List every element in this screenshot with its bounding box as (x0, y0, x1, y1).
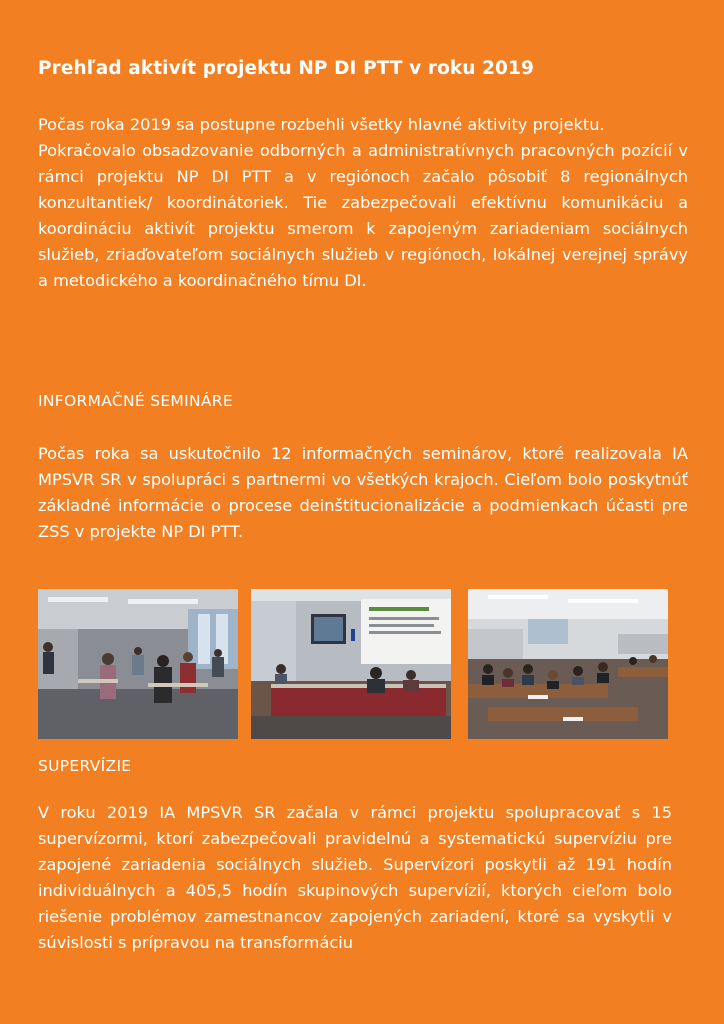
supervision-section (38, 800, 672, 956)
seminar-photo-presentation (251, 589, 451, 739)
intro-paragraph-2: Pokračovalo obsadzovanie odborných a administratívnych pracovných pozícií v rámci projektu NP DI PTT a v regiónoch začalo pôsobiť 8 regionálnych konzultantiek/ koordinátoriek. Tie zabezpečovali efektívnu komunikáciu a koordináciu aktivít projektu smerom k zapojeným zariadeniam sociálnych služieb, zriaďovateľom sociálnych služieb v regiónoch, lokálnej verejnej správy a metodického a koordinačného tímu DI. (38, 141, 688, 290)
supervision-paragraph: V roku 2019 IA MPSVR SR začala v rámci projektu spolupracovať s 15 supervízormi, ktorí zabezpečovali pravidelnú a systematickú supervíziu pre zapojené zariadenia sociálnych služieb. Supervízori poskytli až 191 hodín individuálnych a 405,5 hodín skupinových supervízií, ktorých cieľom bolo riešenie problémov zamestnancov zapojených zariadení, ktoré sa vyskytli v súvislosti s prípravou na transformáciu (38, 803, 672, 952)
supervision-heading: SUPERVÍZIE (38, 757, 132, 775)
seminars-heading: INFORMAČNÉ SEMINÁRE (38, 392, 233, 410)
intro-section (38, 112, 688, 294)
intro-paragraph-1: Počas roka 2019 sa postupne rozbehli všetky hlavné aktivity projektu. (38, 115, 605, 134)
seminar-photo-hall (38, 589, 238, 739)
seminar-photo-audience (468, 589, 668, 739)
seminars-paragraph: Počas roka sa uskutočnilo 12 informačných seminárov, ktoré realizovala IA MPSVR SR v spolupráci s partnermi vo všetkých krajoch. Cieľom bolo poskytnúť základné informácie o procese deinštitucionalizácie a podmienkach účasti pre ZSS v projekte NP DI PTT. (38, 444, 688, 541)
page-title: Prehľad aktivít projektu NP DI PTT v roku 2019 (38, 58, 534, 79)
seminars-section (38, 441, 688, 545)
